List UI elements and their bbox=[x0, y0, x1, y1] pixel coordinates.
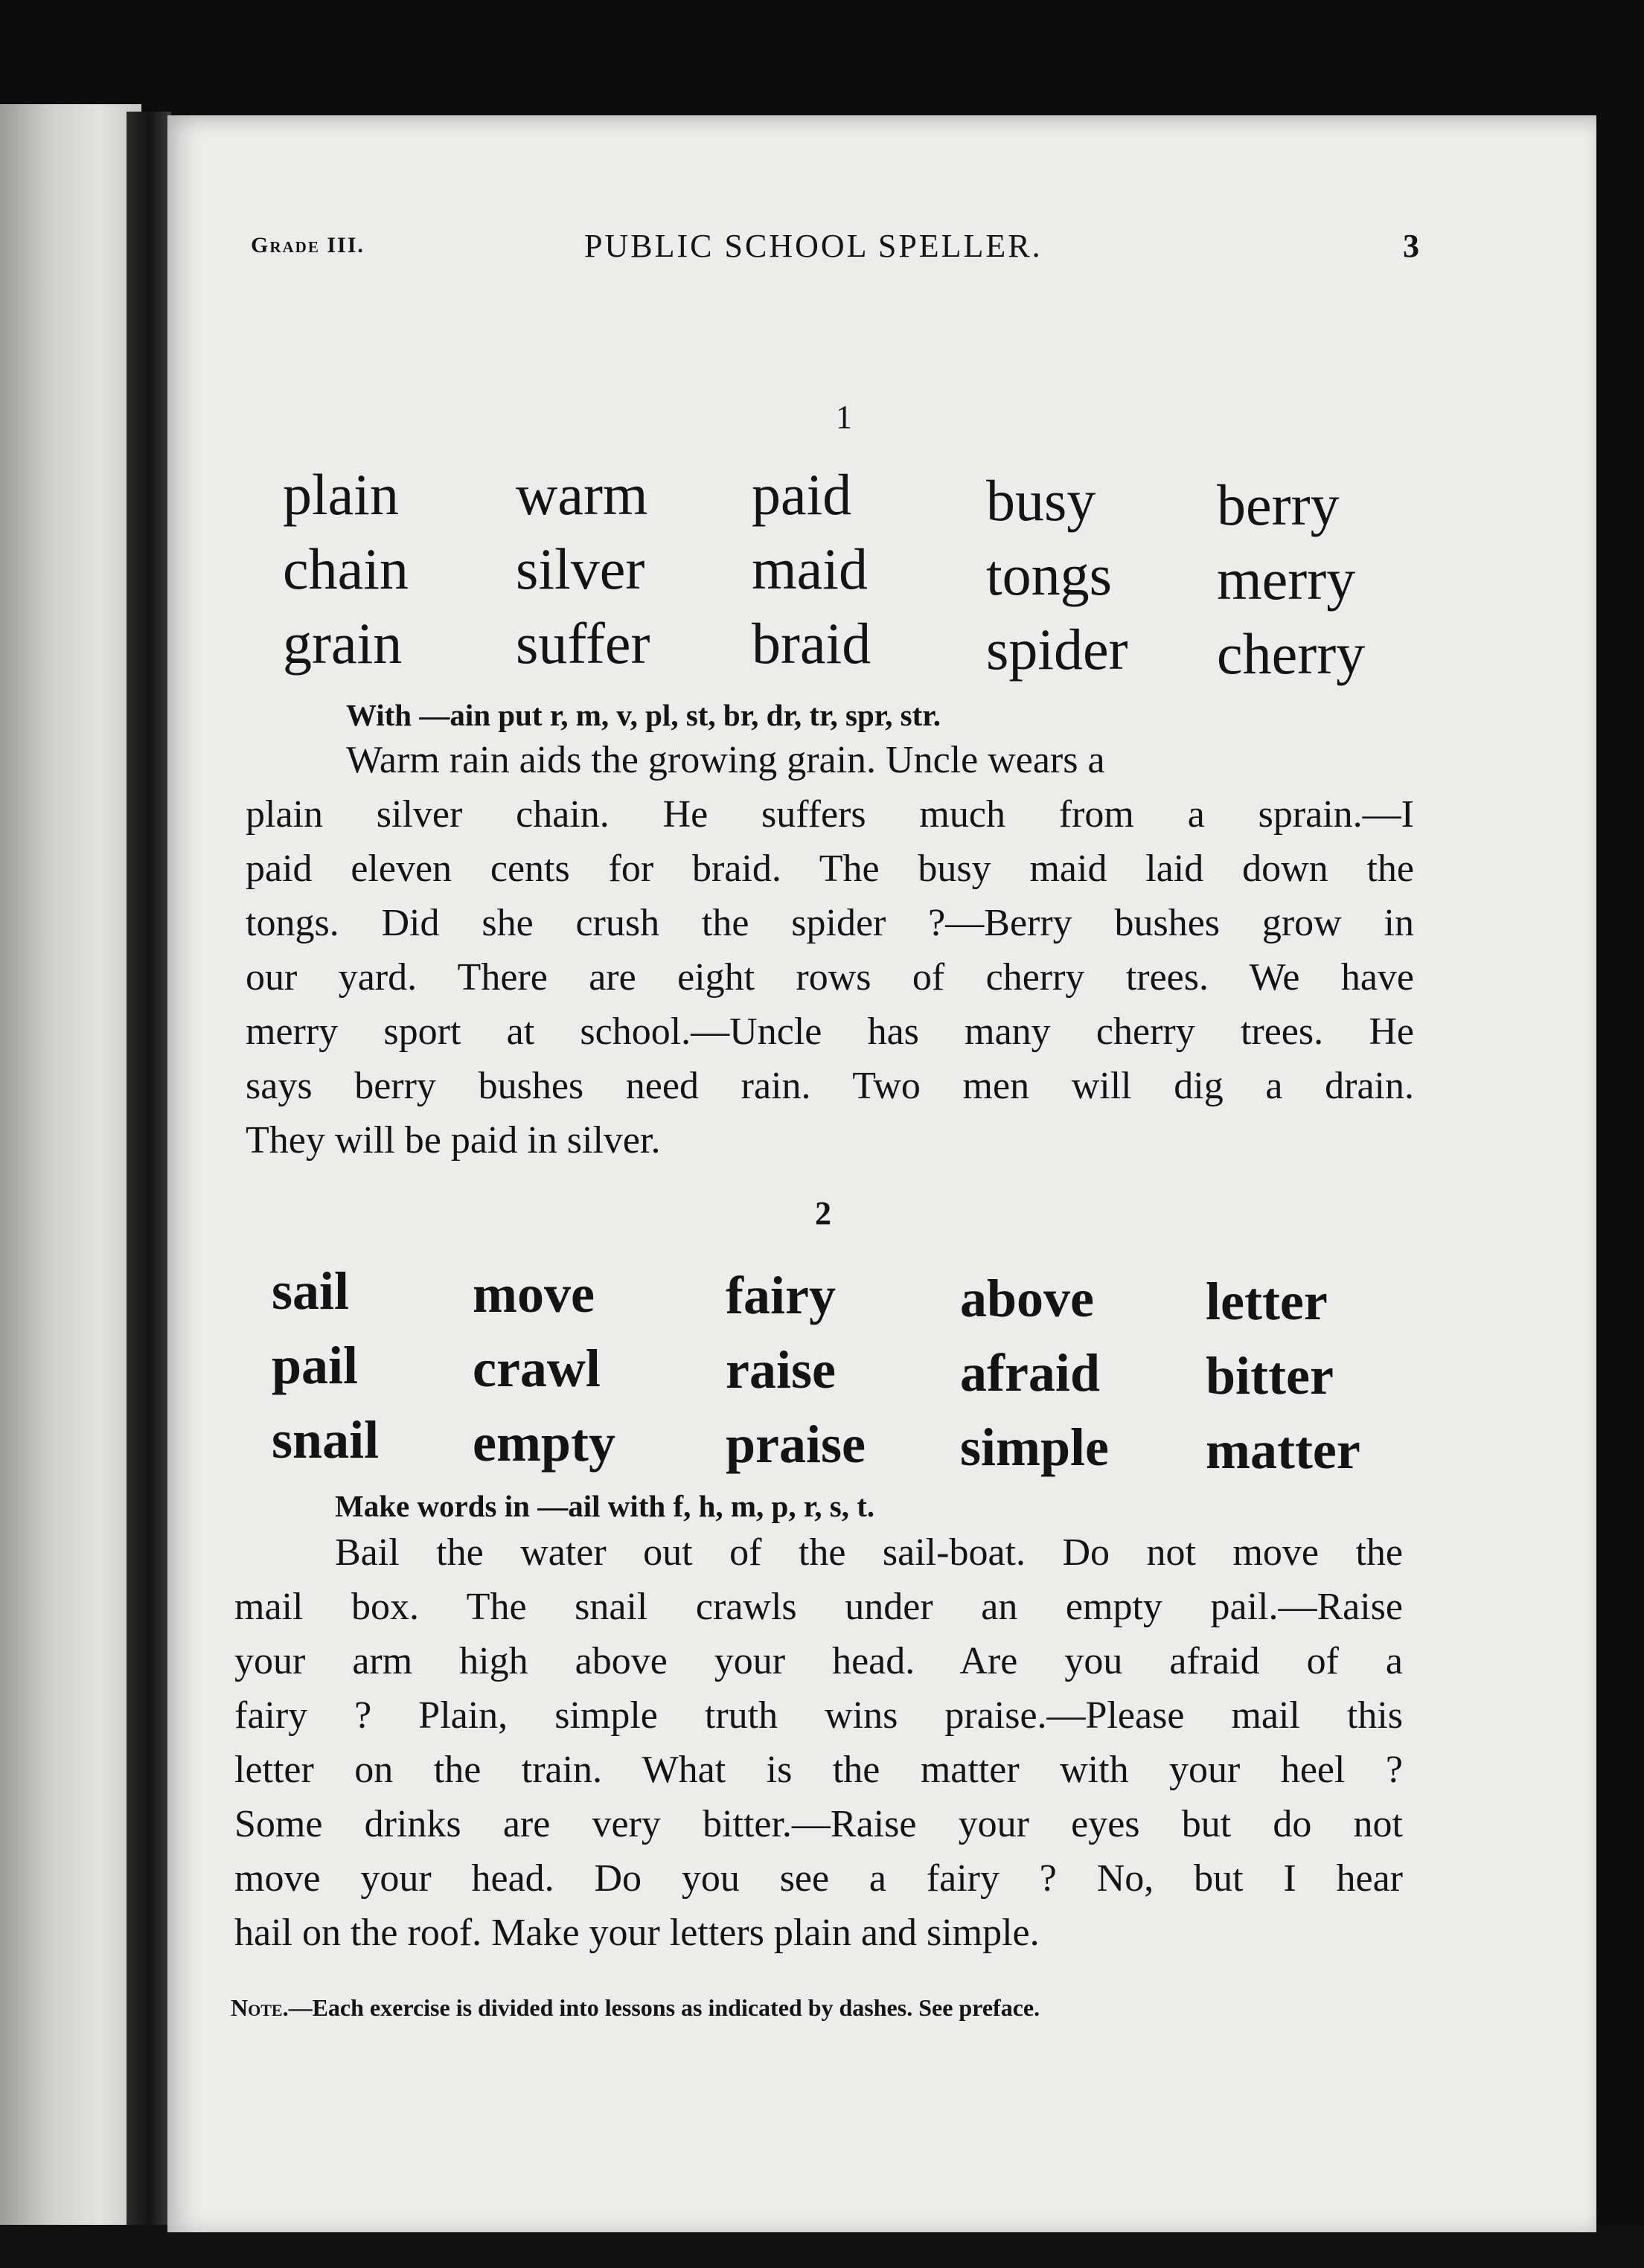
footnote bbox=[231, 1994, 1040, 2022]
spelling-word: praise bbox=[726, 1415, 866, 1474]
passage-line: move your head. Do you see a fairy ? No, but I hear bbox=[234, 1857, 1403, 1900]
passage-line: hail on the roof. Make your letters plain and simple. bbox=[234, 1912, 1040, 1954]
word-column bbox=[752, 458, 871, 681]
grade-label: Grade III. bbox=[251, 233, 365, 257]
passage-line: merry sport at school.—Uncle has many cherry trees. He bbox=[246, 1010, 1414, 1053]
footnote-text: —Each exercise is divided into lessons as indicated by dashes. See preface. bbox=[288, 1994, 1040, 2021]
word-column bbox=[726, 1258, 866, 1481]
passage-line: They will be paid in silver. bbox=[246, 1119, 661, 1162]
book-title: PUBLIC SCHOOL SPELLER. bbox=[584, 228, 1043, 264]
spelling-word: grain bbox=[283, 611, 403, 676]
exercise-1-word-list bbox=[283, 458, 1585, 688]
footnote-label: Note. bbox=[231, 1994, 289, 2021]
spelling-word: raise bbox=[726, 1340, 836, 1400]
spelling-word: snail bbox=[272, 1410, 380, 1470]
exercise-1-passage bbox=[246, 733, 1414, 1167]
spelling-word: spider bbox=[986, 617, 1128, 682]
word-column bbox=[272, 1254, 379, 1477]
spelling-word: silver bbox=[516, 536, 645, 601]
book-spine bbox=[127, 112, 171, 2240]
spelling-word: maid bbox=[752, 536, 868, 601]
exercise-2-passage bbox=[234, 1525, 1403, 1960]
spelling-word: sail bbox=[272, 1261, 350, 1321]
spelling-word: move bbox=[473, 1264, 595, 1324]
spelling-word: letter bbox=[1206, 1272, 1328, 1331]
spelling-word: bitter bbox=[1206, 1346, 1334, 1406]
page-number: 3 bbox=[1403, 228, 1419, 264]
spelling-word: busy bbox=[986, 468, 1096, 533]
spelling-word: fairy bbox=[726, 1266, 836, 1325]
exercise-2-number: 2 bbox=[815, 1195, 831, 1231]
word-column bbox=[516, 458, 650, 681]
spelling-word: warm bbox=[516, 462, 648, 527]
passage-line: tongs. Did she crush the spider ?—Berry bushes grow in bbox=[246, 902, 1414, 944]
book-page bbox=[167, 115, 1596, 2232]
word-column bbox=[1217, 468, 1365, 691]
word-column bbox=[473, 1257, 615, 1480]
spelling-word: crawl bbox=[473, 1339, 601, 1398]
spelling-word: plain bbox=[283, 462, 399, 527]
passage-line: paid eleven cents for braid. The busy maid laid down the bbox=[246, 848, 1414, 890]
exercise-2-word-list bbox=[272, 1254, 1581, 1484]
word-column bbox=[960, 1261, 1109, 1484]
spelling-word: matter bbox=[1206, 1420, 1360, 1480]
passage-line: mail box. The snail crawls under an empty pail.—Raise bbox=[234, 1586, 1403, 1628]
word-column bbox=[1206, 1264, 1360, 1487]
passage-line: our yard. There are eight rows of cherry trees. We have bbox=[246, 956, 1414, 999]
passage-line: Bail the water out of the sail-boat. Do not move the bbox=[335, 1531, 1403, 1574]
exercise-1-instruction: With —ain put r, m, v, pl, st, br, dr, tr, spr, str. bbox=[346, 698, 941, 732]
word-column bbox=[283, 458, 409, 681]
exercise-2-instruction: Make words in —ail with f, h, m, p, r, s, t. bbox=[335, 1489, 875, 1523]
spelling-word: tongs bbox=[986, 542, 1113, 607]
spelling-word: simple bbox=[960, 1418, 1110, 1477]
passage-line: says berry bushes need rain. Two men will dig a drain. bbox=[246, 1065, 1414, 1107]
passage-line: plain silver chain. He suffers much from a sprain.—I bbox=[246, 793, 1414, 836]
spelling-word: above bbox=[960, 1269, 1094, 1328]
passage-line: letter on the train. What is the matter with your heel ? bbox=[234, 1749, 1403, 1791]
spelling-word: afraid bbox=[960, 1343, 1100, 1403]
passage-line: Some drinks are very bitter.—Raise your eyes but do not bbox=[234, 1803, 1403, 1845]
spelling-word: paid bbox=[752, 462, 852, 527]
spelling-word: suffer bbox=[516, 611, 650, 676]
spelling-word: cherry bbox=[1217, 621, 1366, 686]
spelling-word: braid bbox=[752, 611, 871, 676]
passage-line: Warm rain aids the growing grain. Uncle wears a bbox=[346, 739, 1105, 781]
passage-line: fairy ? Plain, simple truth wins praise.—Please mail this bbox=[234, 1694, 1403, 1737]
spelling-word: berry bbox=[1217, 472, 1340, 537]
spelling-word: merry bbox=[1217, 547, 1356, 612]
exercise-1-number: 1 bbox=[836, 399, 852, 435]
spelling-word: empty bbox=[473, 1413, 615, 1473]
passage-line: your arm high above your head. Are you afraid of a bbox=[234, 1640, 1403, 1682]
spelling-word: chain bbox=[283, 536, 409, 601]
facing-page-edge bbox=[0, 104, 141, 2232]
spelling-word: pail bbox=[272, 1336, 359, 1395]
word-column bbox=[986, 464, 1128, 687]
